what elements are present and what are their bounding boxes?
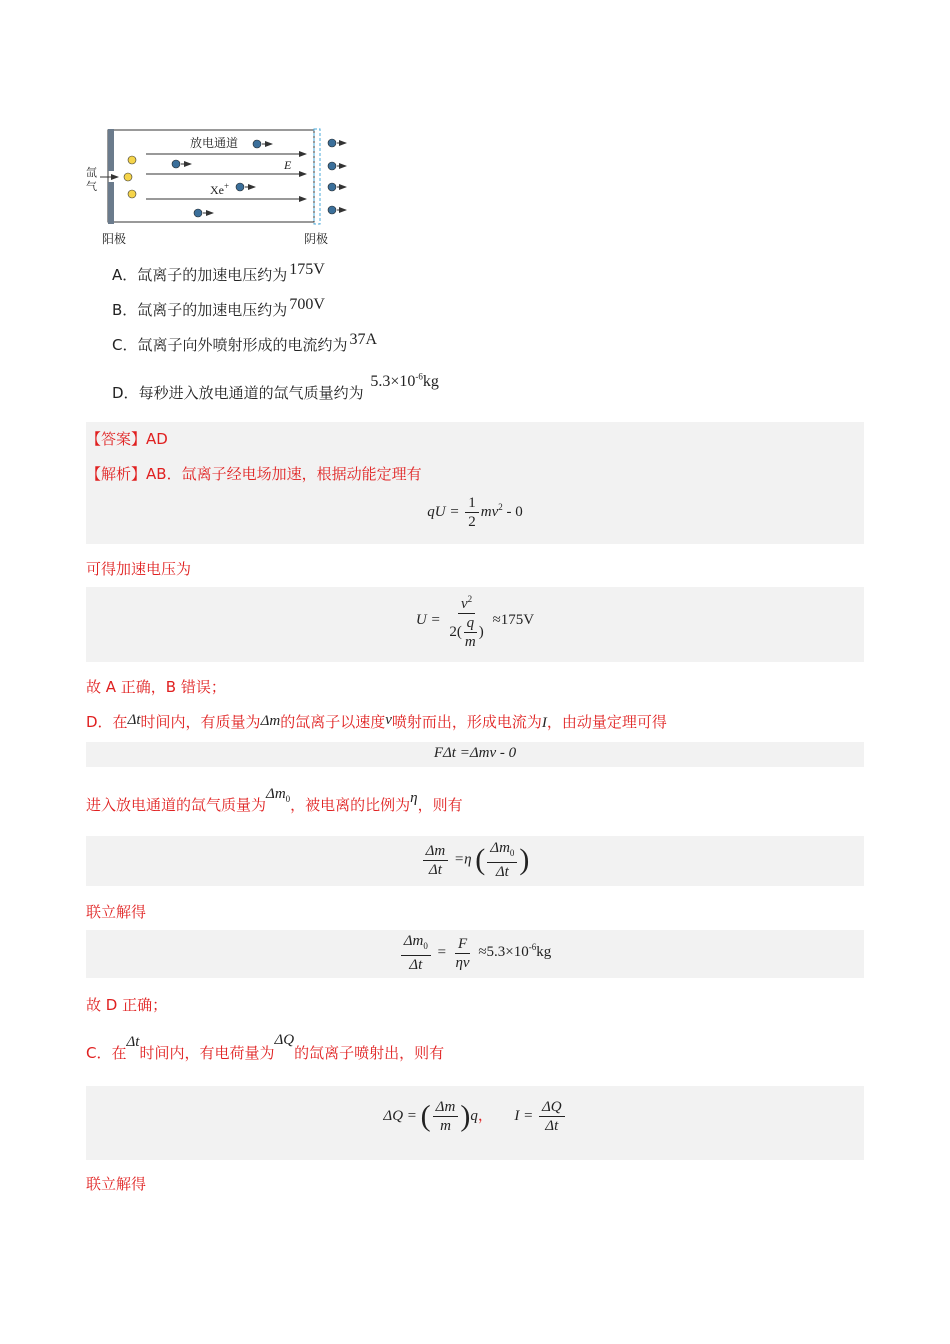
equation-momentum: FΔt =Δmv - 0 (433, 745, 517, 761)
option-b: B．氙离子的加速电压约为 700V (112, 296, 325, 319)
option-c: C．氙离子向外喷射形成的电流约为 37A (112, 331, 378, 354)
solve-line-1: 联立解得 (86, 903, 147, 921)
conclusion-d: 故 D 正确； (86, 996, 168, 1014)
anode-label: 阳极 (102, 232, 127, 246)
equation-ratio: $\frac{\Delta m}{\Delta t}$ =η ( $\frac{\Delta m_0}{\Delta t}$ ) (0, 839, 950, 881)
option-a: A．氙离子的加速电压约为 175V (112, 261, 325, 284)
thruster-diagram (84, 124, 354, 248)
equation-current: ΔQ = ( $\frac{\Delta m}{m}$ )q， I = $\frac{\Delta Q}{\Delta t}$ (0, 1098, 950, 1135)
gas-intro: 进入放电通道的氙气质量为$\Delta m_0$，被电离的比例为η，则有 (86, 786, 463, 814)
analysis-ab-intro: 【解析】AB．氙离子经电场加速，根据动能定理有 (86, 465, 422, 483)
voltage-intro: 可得加速电压为 (86, 560, 192, 578)
gas-label-1: 氙 (86, 166, 97, 179)
option-d: D．每秒进入放电通道的氙气质量约为 $5.3\times 10^{-6}kg$ (112, 371, 439, 402)
equation-kinetic: qU = $\frac{1}{2}$ $mv^2 - 0$ (427, 495, 523, 530)
equation-voltage: U = $v^2$ 2( $\frac{q}{m}$ ) ≈175V (0, 590, 950, 651)
cathode-label: 阴极 (304, 232, 329, 246)
anode-plate-top (108, 129, 114, 171)
solve-line-2: 联立解得 (86, 1175, 147, 1193)
equation-result: $\frac{\Delta m_0}{\Delta t}$ = $\frac{F}{\eta v}$ $\approx 5.3\times 10^{-6}kg$ (0, 932, 950, 974)
ion-label: Xe+ (210, 181, 230, 197)
anode-plate-bottom (108, 182, 114, 224)
cathode-grid (314, 129, 320, 224)
field-label: E (284, 158, 292, 172)
channel-label: 放电通道 (190, 136, 239, 150)
c-intro: C．在Δt时间内，有电荷量为ΔQ的氙离子喷射出，则有 (86, 1032, 445, 1062)
d-intro: D．在Δt时间内，有质量为Δm的氙离子以速度v喷射而出，形成电流为I，由动量定理可得 (86, 712, 667, 731)
conclusion-ab: 故 A 正确，B 错误； (86, 678, 226, 696)
gas-label-2: 气 (86, 180, 97, 193)
answer-line: 【答案】AD (86, 430, 168, 448)
